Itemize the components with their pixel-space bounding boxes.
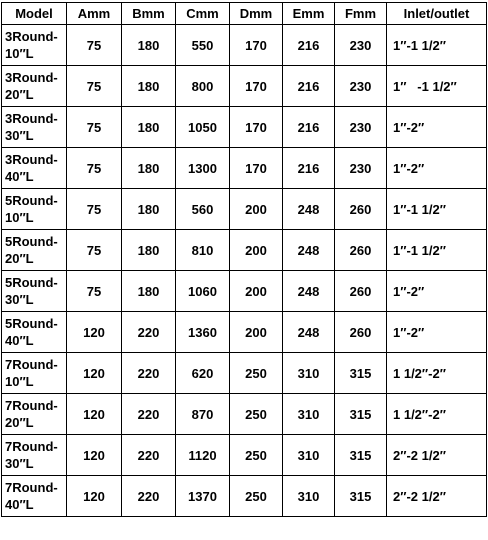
dimension-d-cell: 170	[230, 25, 283, 66]
model-name-line: 30″L	[5, 128, 34, 143]
dimension-a-cell: 75	[67, 271, 122, 312]
model-name-line: 7Round-	[5, 357, 58, 372]
dimension-a-cell: 120	[67, 476, 122, 517]
header-a: Amm	[67, 3, 122, 25]
header-d: Dmm	[230, 3, 283, 25]
model-name-line: 20″L	[5, 87, 34, 102]
model-cell	[2, 353, 67, 394]
inlet-outlet-cell: 1 1/2″-2″	[387, 394, 487, 435]
model-cell	[2, 189, 67, 230]
table-row	[2, 312, 487, 353]
dimension-a-cell: 120	[67, 312, 122, 353]
dimension-e-cell: 216	[283, 148, 335, 189]
table-row	[2, 189, 487, 230]
dimension-d-cell: 200	[230, 230, 283, 271]
model-name-line: 7Round-	[5, 439, 58, 454]
dimension-c-cell: 620	[176, 353, 230, 394]
model-name-line: 5Round-	[5, 234, 58, 249]
inlet-outlet-cell: 1″-2″	[387, 312, 487, 353]
inlet-outlet-cell: 1″-1 1/2″	[387, 189, 487, 230]
inlet-outlet-cell: 2″-2 1/2″	[387, 435, 487, 476]
dimension-a-cell: 120	[67, 435, 122, 476]
model-name-line: 7Round-	[5, 480, 58, 495]
header-row	[2, 3, 487, 25]
dimension-c-cell: 560	[176, 189, 230, 230]
inlet-outlet-cell: 1″ -1 1/2″	[387, 66, 487, 107]
spec-table	[1, 2, 487, 517]
table-row	[2, 148, 487, 189]
dimension-d-cell: 170	[230, 66, 283, 107]
dimension-c-cell: 1360	[176, 312, 230, 353]
model-cell	[2, 312, 67, 353]
dimension-e-cell: 216	[283, 107, 335, 148]
dimension-a-cell: 75	[67, 25, 122, 66]
dimension-e-cell: 216	[283, 66, 335, 107]
dimension-d-cell: 200	[230, 189, 283, 230]
dimension-c-cell: 800	[176, 66, 230, 107]
dimension-b-cell: 220	[122, 476, 176, 517]
dimension-b-cell: 220	[122, 312, 176, 353]
header-f: Fmm	[335, 3, 387, 25]
dimension-f-cell: 315	[335, 353, 387, 394]
dimension-d-cell: 250	[230, 435, 283, 476]
model-name-line: 5Round-	[5, 316, 58, 331]
dimension-f-cell: 260	[335, 312, 387, 353]
dimension-d-cell: 170	[230, 148, 283, 189]
dimension-f-cell: 260	[335, 189, 387, 230]
dimension-c-cell: 1060	[176, 271, 230, 312]
inlet-outlet-cell: 1″-2″	[387, 148, 487, 189]
dimension-f-cell: 315	[335, 435, 387, 476]
dimension-a-cell: 75	[67, 107, 122, 148]
dimension-b-cell: 180	[122, 25, 176, 66]
model-name-line: 3Round-	[5, 29, 58, 44]
dimension-e-cell: 310	[283, 353, 335, 394]
inlet-outlet-cell: 1″-1 1/2″	[387, 230, 487, 271]
dimension-d-cell: 200	[230, 271, 283, 312]
dimension-f-cell: 230	[335, 107, 387, 148]
table-row	[2, 230, 487, 271]
table-row	[2, 107, 487, 148]
dimension-b-cell: 180	[122, 66, 176, 107]
table-row	[2, 271, 487, 312]
inlet-outlet-cell: 1″-1 1/2″	[387, 25, 487, 66]
dimension-f-cell: 230	[335, 25, 387, 66]
dimension-e-cell: 216	[283, 25, 335, 66]
header-e: Emm	[283, 3, 335, 25]
model-name-line: 40″L	[5, 333, 34, 348]
model-cell	[2, 107, 67, 148]
dimension-b-cell: 180	[122, 107, 176, 148]
dimension-a-cell: 75	[67, 66, 122, 107]
dimension-b-cell: 180	[122, 271, 176, 312]
dimension-f-cell: 230	[335, 66, 387, 107]
dimension-a-cell: 120	[67, 394, 122, 435]
model-cell	[2, 394, 67, 435]
dimension-c-cell: 1300	[176, 148, 230, 189]
dimension-e-cell: 248	[283, 312, 335, 353]
dimension-f-cell: 230	[335, 148, 387, 189]
model-name-line: 30″L	[5, 292, 34, 307]
header-b: Bmm	[122, 3, 176, 25]
table-row	[2, 353, 487, 394]
model-name-line: 10″L	[5, 374, 34, 389]
dimension-a-cell: 120	[67, 353, 122, 394]
model-cell	[2, 66, 67, 107]
model-name-line: 30″L	[5, 456, 34, 471]
dimension-e-cell: 310	[283, 394, 335, 435]
table-row	[2, 394, 487, 435]
dimension-b-cell: 220	[122, 435, 176, 476]
model-name-line: 20″L	[5, 251, 34, 266]
header-inlet-outlet: Inlet/outlet	[387, 3, 487, 25]
table-row	[2, 476, 487, 517]
dimension-b-cell: 180	[122, 230, 176, 271]
model-name-line: 20″L	[5, 415, 34, 430]
dimension-d-cell: 170	[230, 107, 283, 148]
dimension-a-cell: 75	[67, 189, 122, 230]
model-name-line: 3Round-	[5, 111, 58, 126]
dimension-e-cell: 310	[283, 476, 335, 517]
dimension-d-cell: 250	[230, 476, 283, 517]
dimension-c-cell: 1370	[176, 476, 230, 517]
model-cell	[2, 435, 67, 476]
model-cell	[2, 25, 67, 66]
inlet-outlet-cell: 1″-2″	[387, 271, 487, 312]
dimension-f-cell: 315	[335, 476, 387, 517]
dimension-a-cell: 75	[67, 148, 122, 189]
model-name-line: 40″L	[5, 169, 34, 184]
dimension-c-cell: 870	[176, 394, 230, 435]
model-name-line: 3Round-	[5, 70, 58, 85]
dimension-b-cell: 220	[122, 394, 176, 435]
model-name-line: 40″L	[5, 497, 34, 512]
table-row	[2, 25, 487, 66]
dimension-f-cell: 260	[335, 230, 387, 271]
dimension-c-cell: 810	[176, 230, 230, 271]
dimension-c-cell: 550	[176, 25, 230, 66]
dimension-b-cell: 180	[122, 148, 176, 189]
table-row	[2, 435, 487, 476]
dimension-f-cell: 315	[335, 394, 387, 435]
dimension-b-cell: 220	[122, 353, 176, 394]
dimension-d-cell: 200	[230, 312, 283, 353]
model-name-line: 3Round-	[5, 152, 58, 167]
dimension-a-cell: 75	[67, 230, 122, 271]
dimension-e-cell: 248	[283, 271, 335, 312]
dimension-e-cell: 248	[283, 189, 335, 230]
table-row	[2, 66, 487, 107]
dimension-b-cell: 180	[122, 189, 176, 230]
inlet-outlet-cell: 2″-2 1/2″	[387, 476, 487, 517]
dimension-c-cell: 1120	[176, 435, 230, 476]
model-cell	[2, 148, 67, 189]
dimension-e-cell: 310	[283, 435, 335, 476]
inlet-outlet-cell: 1 1/2″-2″	[387, 353, 487, 394]
inlet-outlet-cell: 1″-2″	[387, 107, 487, 148]
dimension-d-cell: 250	[230, 394, 283, 435]
dimension-f-cell: 260	[335, 271, 387, 312]
header-c: Cmm	[176, 3, 230, 25]
dimension-d-cell: 250	[230, 353, 283, 394]
model-name-line: 5Round-	[5, 193, 58, 208]
model-name-line: 10″L	[5, 46, 34, 61]
model-name-line: 10″L	[5, 210, 34, 225]
dimension-e-cell: 248	[283, 230, 335, 271]
model-name-line: 7Round-	[5, 398, 58, 413]
header-model: Model	[2, 3, 67, 25]
spec-table-body	[2, 25, 487, 517]
model-name-line: 5Round-	[5, 275, 58, 290]
model-cell	[2, 476, 67, 517]
model-cell	[2, 271, 67, 312]
model-cell	[2, 230, 67, 271]
dimension-c-cell: 1050	[176, 107, 230, 148]
